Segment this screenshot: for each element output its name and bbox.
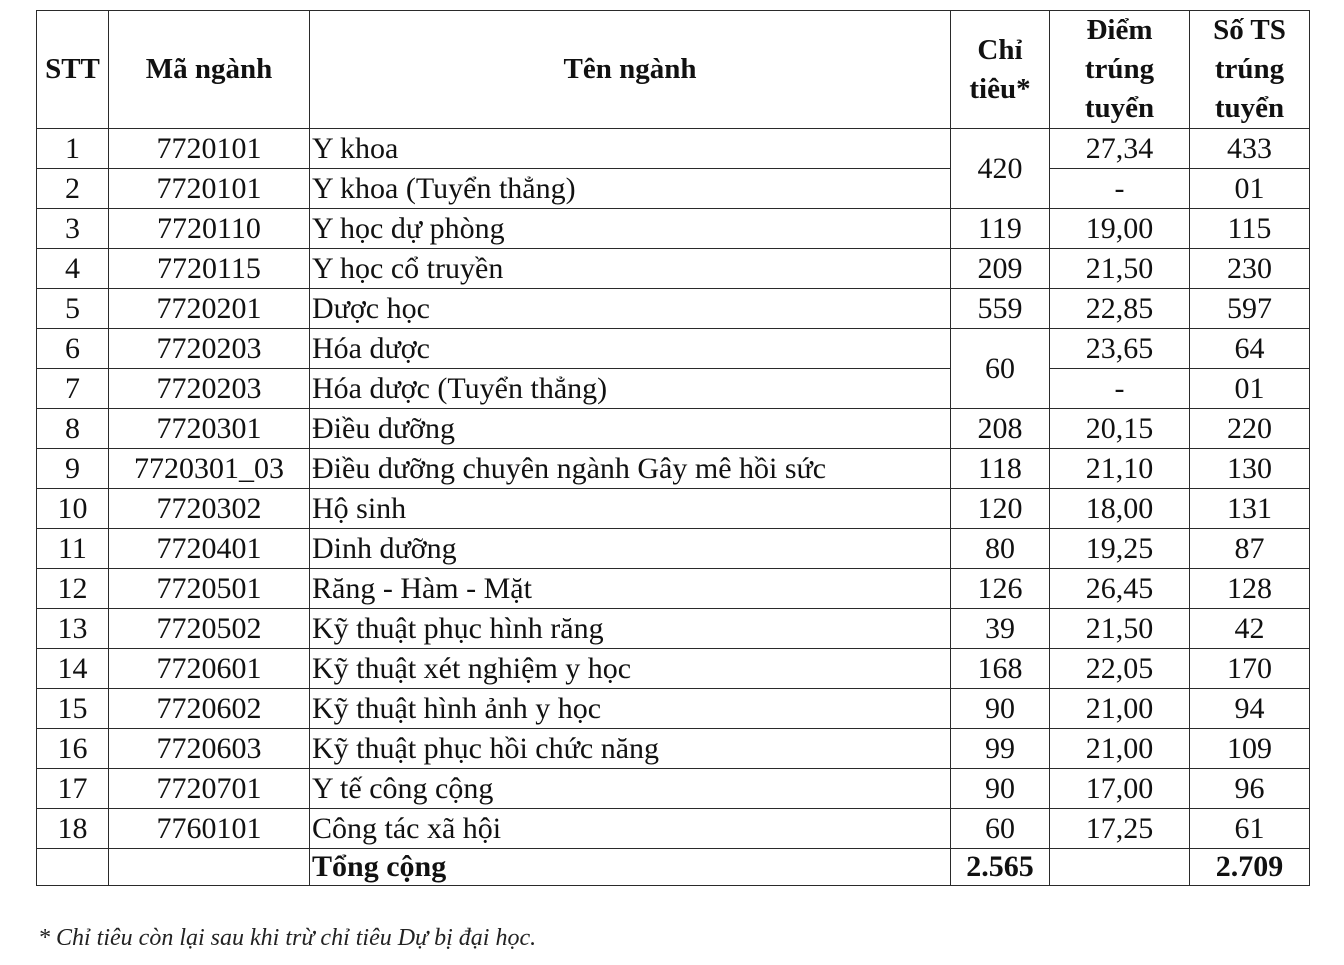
cell-stt: 2 (37, 169, 109, 209)
cell-stt: 12 (37, 569, 109, 609)
total-stt-empty (37, 849, 109, 886)
cell-code: 7720501 (109, 569, 310, 609)
cell-quota: 39 (951, 609, 1050, 649)
cell-stt: 14 (37, 649, 109, 689)
cell-stt: 7 (37, 369, 109, 409)
cell-code: 7720101 (109, 169, 310, 209)
footnote: * Chỉ tiêu còn lại sau khi trừ chỉ tiêu Dự bị đại học. (38, 925, 537, 951)
cell-name: Y khoa (310, 129, 951, 169)
table-row (37, 209, 1310, 249)
cell-stt: 3 (37, 209, 109, 249)
cell-name: Kỹ thuật phục hồi chức năng (310, 729, 951, 769)
cell-score: 27,34 (1050, 129, 1190, 169)
table-row (37, 409, 1310, 449)
cell-admitted: 01 (1190, 369, 1310, 409)
cell-stt: 18 (37, 809, 109, 849)
cell-score: 22,85 (1050, 289, 1190, 329)
cell-stt: 8 (37, 409, 109, 449)
total-quota: 2.565 (951, 849, 1050, 886)
cell-admitted: 130 (1190, 449, 1310, 489)
cell-score: 19,00 (1050, 209, 1190, 249)
cell-code: 7720401 (109, 529, 310, 569)
cell-name: Hộ sinh (310, 489, 951, 529)
header-admitted-line1: Số TS (1213, 14, 1286, 46)
cell-quota: 120 (951, 489, 1050, 529)
cell-name: Y tế công cộng (310, 769, 951, 809)
table-row (37, 489, 1310, 529)
header-score (1050, 11, 1190, 129)
cell-name: Y học dự phòng (310, 209, 951, 249)
cell-score: 21,00 (1050, 689, 1190, 729)
cell-score: 17,00 (1050, 769, 1190, 809)
cell-score: 21,00 (1050, 729, 1190, 769)
cell-quota: 119 (951, 209, 1050, 249)
cell-admitted: 109 (1190, 729, 1310, 769)
cell-quota: 80 (951, 529, 1050, 569)
table-row (37, 569, 1310, 609)
cell-score: 21,10 (1050, 449, 1190, 489)
cell-code: 7720203 (109, 369, 310, 409)
cell-admitted: 01 (1190, 169, 1310, 209)
header-stt: STT (37, 11, 109, 129)
table-row (37, 369, 1310, 409)
total-label: Tổng cộng (310, 849, 951, 886)
cell-score: 19,25 (1050, 529, 1190, 569)
total-score-empty (1050, 849, 1190, 886)
cell-stt: 15 (37, 689, 109, 729)
cell-score: 20,15 (1050, 409, 1190, 449)
header-row (37, 11, 1310, 129)
cell-code: 7720110 (109, 209, 310, 249)
table-row (37, 169, 1310, 209)
table-row (37, 329, 1310, 369)
cell-admitted: 96 (1190, 769, 1310, 809)
cell-stt: 10 (37, 489, 109, 529)
header-quota-line1: Chỉ (977, 33, 1023, 66)
cell-stt: 16 (37, 729, 109, 769)
cell-admitted: 115 (1190, 209, 1310, 249)
cell-code: 7720115 (109, 249, 310, 289)
cell-code: 7720203 (109, 329, 310, 369)
table-row (37, 809, 1310, 849)
table-row (37, 289, 1310, 329)
cell-code: 7720502 (109, 609, 310, 649)
cell-quota: 118 (951, 449, 1050, 489)
cell-score: 17,25 (1050, 809, 1190, 849)
cell-code: 7720101 (109, 129, 310, 169)
cell-admitted: 220 (1190, 409, 1310, 449)
total-row (37, 849, 1310, 886)
table-row (37, 449, 1310, 489)
cell-admitted: 597 (1190, 289, 1310, 329)
cell-score: 21,50 (1050, 609, 1190, 649)
cell-quota: 126 (951, 569, 1050, 609)
cell-name: Dinh dưỡng (310, 529, 951, 569)
cell-name: Công tác xã hội (310, 809, 951, 849)
cell-admitted: 433 (1190, 129, 1310, 169)
cell-stt: 5 (37, 289, 109, 329)
cell-quota: 559 (951, 289, 1050, 329)
cell-code: 7720301_03 (109, 449, 310, 489)
cell-stt: 6 (37, 329, 109, 369)
table-row (37, 689, 1310, 729)
cell-name: Dược học (310, 289, 951, 329)
cell-name: Điều dưỡng chuyên ngành Gây mê hồi sức (310, 449, 951, 489)
cell-name: Kỹ thuật hình ảnh y học (310, 689, 951, 729)
cell-stt: 13 (37, 609, 109, 649)
table-row (37, 529, 1310, 569)
header-quota (951, 11, 1050, 129)
cell-quota: 208 (951, 409, 1050, 449)
cell-name: Kỹ thuật phục hình răng (310, 609, 951, 649)
cell-stt: 17 (37, 769, 109, 809)
cell-quota: 168 (951, 649, 1050, 689)
header-name: Tên ngành (310, 11, 951, 129)
header-score-line3: tuyển (1084, 92, 1155, 124)
cell-code: 7760101 (109, 809, 310, 849)
cell-admitted: 131 (1190, 489, 1310, 529)
cell-admitted: 170 (1190, 649, 1310, 689)
header-admitted (1190, 11, 1310, 129)
cell-code: 7720301 (109, 409, 310, 449)
admissions-table (36, 10, 1310, 886)
cell-score: 21,50 (1050, 249, 1190, 289)
cell-score: 26,45 (1050, 569, 1190, 609)
cell-name: Y học cổ truyền (310, 249, 951, 289)
table-row (37, 609, 1310, 649)
cell-name: Điều dưỡng (310, 409, 951, 449)
cell-score: 23,65 (1050, 329, 1190, 369)
table-row (37, 729, 1310, 769)
table-row (37, 129, 1310, 169)
table-row (37, 769, 1310, 809)
table-row (37, 249, 1310, 289)
total-code-empty (109, 849, 310, 886)
cell-quota: 209 (951, 249, 1050, 289)
cell-score: - (1050, 369, 1190, 409)
cell-admitted: 42 (1190, 609, 1310, 649)
header-code: Mã ngành (109, 11, 310, 129)
cell-admitted: 94 (1190, 689, 1310, 729)
cell-admitted: 128 (1190, 569, 1310, 609)
header-quota-line2: tiêu* (969, 72, 1031, 105)
cell-score: 18,00 (1050, 489, 1190, 529)
cell-code: 7720601 (109, 649, 310, 689)
header-admitted-line2: trúng (1214, 53, 1285, 85)
cell-name: Răng - Hàm - Mặt (310, 569, 951, 609)
cell-admitted: 87 (1190, 529, 1310, 569)
cell-stt: 1 (37, 129, 109, 169)
header-score-line2: trúng (1084, 53, 1155, 85)
cell-quota: 60 (951, 329, 1050, 409)
cell-quota: 90 (951, 769, 1050, 809)
total-admitted: 2.709 (1190, 849, 1310, 886)
cell-code: 7720603 (109, 729, 310, 769)
cell-stt: 9 (37, 449, 109, 489)
cell-quota: 99 (951, 729, 1050, 769)
cell-quota: 60 (951, 809, 1050, 849)
header-admitted-line3: tuyển (1214, 92, 1285, 124)
cell-score: - (1050, 169, 1190, 209)
cell-name: Hóa dược (Tuyển thẳng) (310, 369, 951, 409)
cell-admitted: 61 (1190, 809, 1310, 849)
table-row (37, 649, 1310, 689)
cell-code: 7720602 (109, 689, 310, 729)
cell-admitted: 230 (1190, 249, 1310, 289)
cell-name: Hóa dược (310, 329, 951, 369)
cell-quota: 420 (951, 129, 1050, 209)
cell-score: 22,05 (1050, 649, 1190, 689)
cell-admitted: 64 (1190, 329, 1310, 369)
header-score-line1: Điểm (1086, 14, 1153, 46)
cell-quota: 90 (951, 689, 1050, 729)
cell-code: 7720302 (109, 489, 310, 529)
cell-stt: 11 (37, 529, 109, 569)
cell-name: Y khoa (Tuyển thẳng) (310, 169, 951, 209)
cell-code: 7720701 (109, 769, 310, 809)
cell-code: 7720201 (109, 289, 310, 329)
cell-name: Kỹ thuật xét nghiệm y học (310, 649, 951, 689)
cell-stt: 4 (37, 249, 109, 289)
